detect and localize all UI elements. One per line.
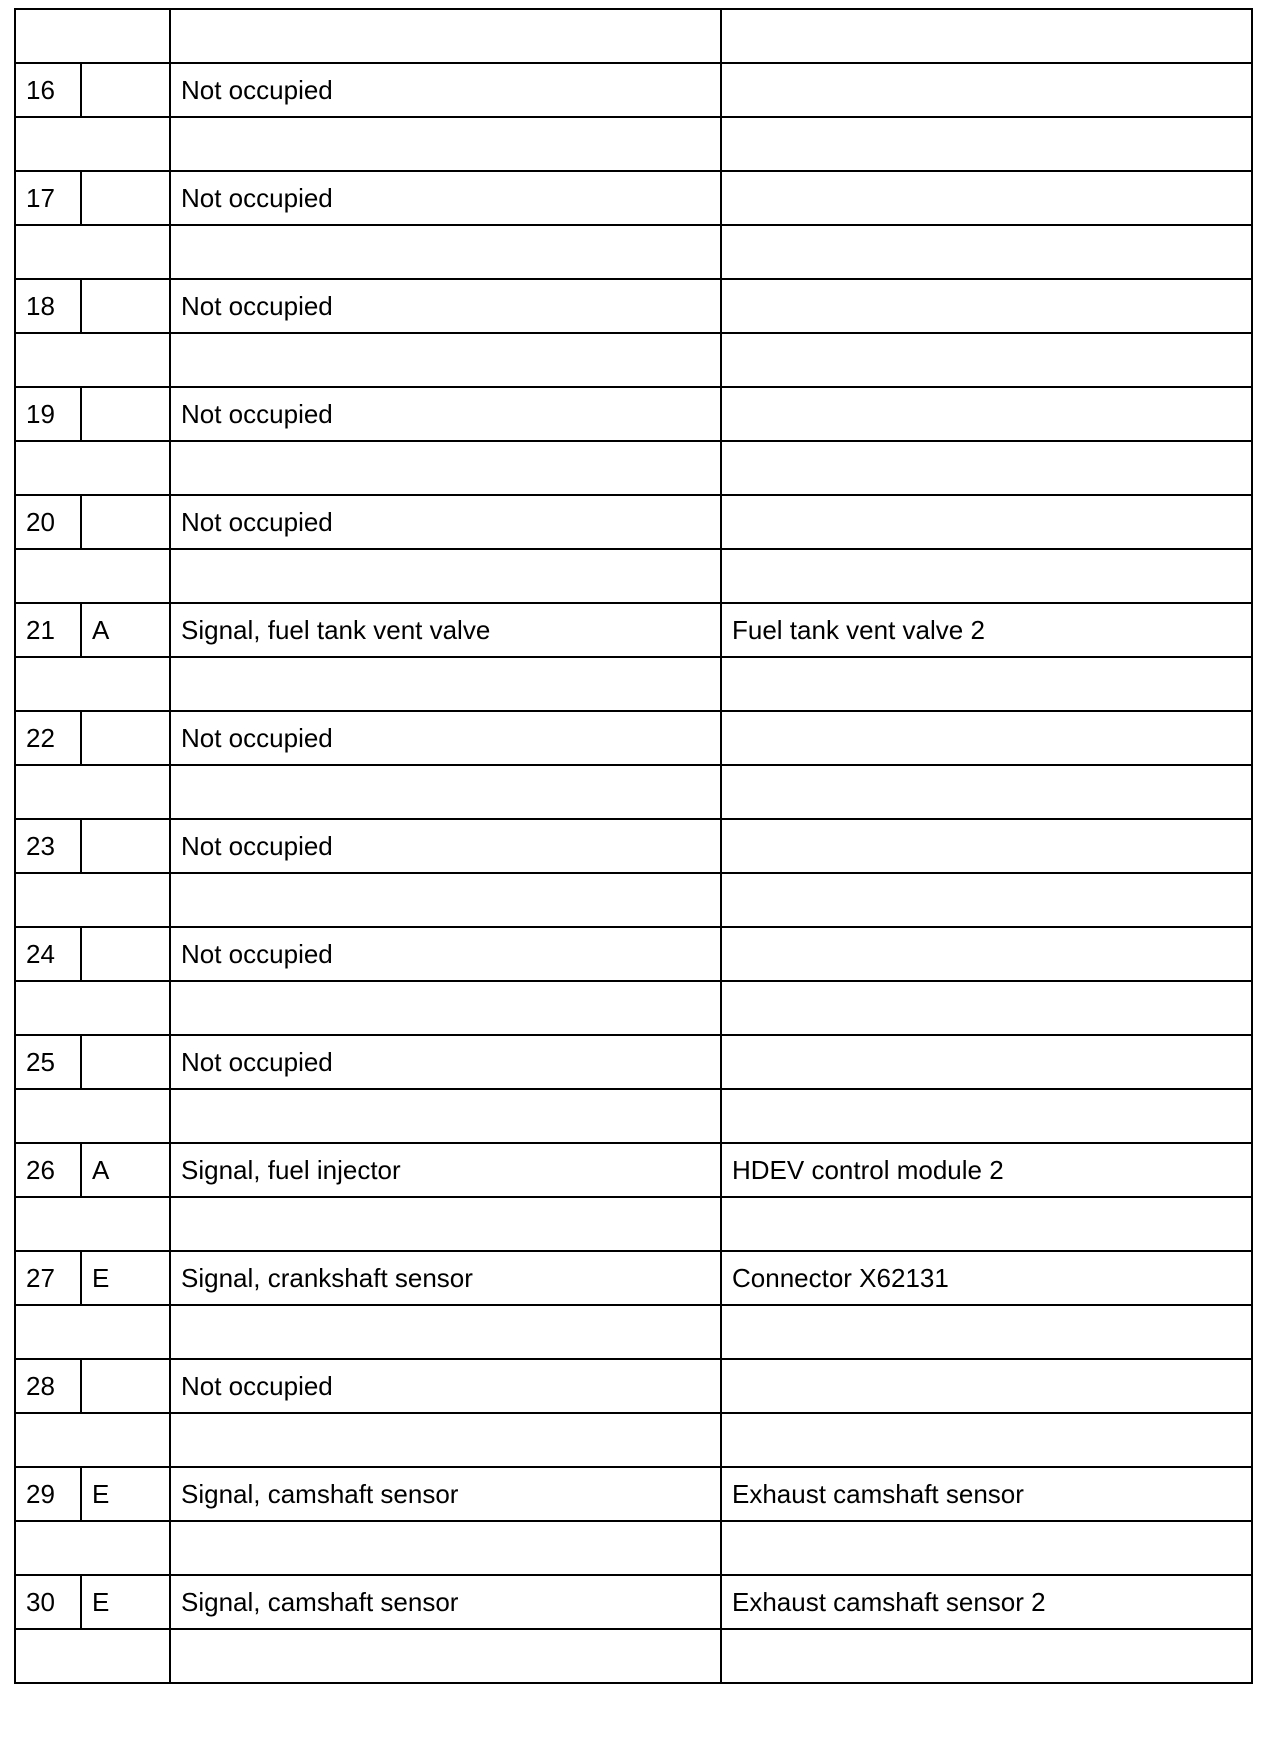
connection-cell	[721, 279, 1252, 333]
description-cell: Not occupied	[170, 171, 721, 225]
table-separator-row	[15, 117, 1252, 171]
pin-cell: 18	[15, 279, 81, 333]
connection-cell	[721, 1359, 1252, 1413]
description-cell: Not occupied	[170, 279, 721, 333]
empty-cell	[170, 1521, 721, 1575]
type-cell	[81, 63, 170, 117]
empty-cell	[721, 1305, 1252, 1359]
connection-cell: Exhaust camshaft sensor	[721, 1467, 1252, 1521]
type-cell	[81, 711, 170, 765]
empty-cell	[170, 873, 721, 927]
pin-cell: 28	[15, 1359, 81, 1413]
table-body	[15, 9, 1252, 1683]
description-cell: Signal, fuel tank vent valve	[170, 603, 721, 657]
description-cell: Not occupied	[170, 387, 721, 441]
table-separator-row	[15, 333, 1252, 387]
empty-cell	[721, 117, 1252, 171]
table-row	[15, 387, 1252, 441]
empty-cell	[15, 1305, 170, 1359]
table-row	[15, 1143, 1252, 1197]
empty-cell	[15, 549, 170, 603]
empty-cell	[15, 1413, 170, 1467]
empty-cell	[721, 873, 1252, 927]
empty-cell	[15, 657, 170, 711]
connection-cell	[721, 63, 1252, 117]
empty-cell	[170, 117, 721, 171]
empty-cell	[721, 657, 1252, 711]
type-cell: E	[81, 1575, 170, 1629]
connection-cell	[721, 927, 1252, 981]
connection-cell	[721, 711, 1252, 765]
pin-cell: 24	[15, 927, 81, 981]
description-cell: Not occupied	[170, 495, 721, 549]
empty-cell	[15, 225, 170, 279]
empty-cell	[170, 1305, 721, 1359]
table-separator-row	[15, 1521, 1252, 1575]
description-cell: Signal, camshaft sensor	[170, 1575, 721, 1629]
description-cell: Not occupied	[170, 63, 721, 117]
description-cell: Not occupied	[170, 927, 721, 981]
connection-cell: Fuel tank vent valve 2	[721, 603, 1252, 657]
pin-cell: 25	[15, 1035, 81, 1089]
connection-cell	[721, 495, 1252, 549]
empty-cell	[170, 1089, 721, 1143]
empty-cell	[721, 1521, 1252, 1575]
empty-cell	[15, 1089, 170, 1143]
empty-cell	[15, 873, 170, 927]
table-row	[15, 63, 1252, 117]
type-cell	[81, 279, 170, 333]
empty-cell	[170, 1197, 721, 1251]
empty-cell	[170, 657, 721, 711]
table-row	[15, 1575, 1252, 1629]
connection-cell	[721, 9, 1252, 63]
empty-cell	[15, 441, 170, 495]
pin-cell: 17	[15, 171, 81, 225]
connection-cell	[721, 819, 1252, 873]
empty-cell	[170, 1413, 721, 1467]
pin-cell	[15, 9, 170, 63]
type-cell	[81, 1359, 170, 1413]
table-row	[15, 1359, 1252, 1413]
description-cell: Not occupied	[170, 1035, 721, 1089]
table-row	[15, 1251, 1252, 1305]
pin-cell: 29	[15, 1467, 81, 1521]
table-row	[15, 495, 1252, 549]
empty-cell	[170, 765, 721, 819]
empty-cell	[15, 765, 170, 819]
type-cell: E	[81, 1251, 170, 1305]
pin-cell: 20	[15, 495, 81, 549]
empty-cell	[721, 549, 1252, 603]
table-separator-row	[15, 1629, 1252, 1683]
pin-cell: 19	[15, 387, 81, 441]
table-separator-row	[15, 441, 1252, 495]
type-cell: E	[81, 1467, 170, 1521]
description-cell: Not occupied	[170, 819, 721, 873]
empty-cell	[170, 981, 721, 1035]
empty-cell	[15, 1521, 170, 1575]
table-row	[15, 171, 1252, 225]
empty-cell	[721, 333, 1252, 387]
pin-assignment-table	[14, 8, 1253, 1684]
empty-cell	[721, 225, 1252, 279]
pin-assignment-document	[14, 8, 1253, 1684]
table-row	[15, 9, 1252, 63]
type-cell: A	[81, 1143, 170, 1197]
table-separator-row	[15, 1413, 1252, 1467]
empty-cell	[721, 1089, 1252, 1143]
type-cell: A	[81, 603, 170, 657]
table-row	[15, 927, 1252, 981]
empty-cell	[721, 1629, 1252, 1683]
empty-cell	[170, 549, 721, 603]
table-row	[15, 1035, 1252, 1089]
table-row	[15, 603, 1252, 657]
table-separator-row	[15, 549, 1252, 603]
empty-cell	[170, 1629, 721, 1683]
connection-cell	[721, 171, 1252, 225]
table-separator-row	[15, 225, 1252, 279]
pin-cell: 26	[15, 1143, 81, 1197]
empty-cell	[15, 333, 170, 387]
empty-cell	[721, 1197, 1252, 1251]
type-cell	[81, 387, 170, 441]
empty-cell	[721, 765, 1252, 819]
connection-cell: HDEV control module 2	[721, 1143, 1252, 1197]
pin-cell: 16	[15, 63, 81, 117]
table-row	[15, 711, 1252, 765]
type-cell	[81, 1035, 170, 1089]
table-row	[15, 1467, 1252, 1521]
connection-cell	[721, 1035, 1252, 1089]
connection-cell: Connector X62131	[721, 1251, 1252, 1305]
pin-cell: 27	[15, 1251, 81, 1305]
table-separator-row	[15, 765, 1252, 819]
description-cell: Not occupied	[170, 1359, 721, 1413]
table-separator-row	[15, 873, 1252, 927]
table-separator-row	[15, 981, 1252, 1035]
type-cell	[81, 927, 170, 981]
table-separator-row	[15, 1305, 1252, 1359]
description-cell: Signal, camshaft sensor	[170, 1467, 721, 1521]
pin-cell: 21	[15, 603, 81, 657]
description-cell: Signal, crankshaft sensor	[170, 1251, 721, 1305]
description-cell	[170, 9, 721, 63]
type-cell	[81, 171, 170, 225]
table-separator-row	[15, 1197, 1252, 1251]
empty-cell	[15, 1197, 170, 1251]
empty-cell	[170, 225, 721, 279]
type-cell	[81, 819, 170, 873]
description-cell: Not occupied	[170, 711, 721, 765]
pin-cell: 23	[15, 819, 81, 873]
table-row	[15, 819, 1252, 873]
connection-cell: Exhaust camshaft sensor 2	[721, 1575, 1252, 1629]
empty-cell	[15, 117, 170, 171]
table-row	[15, 279, 1252, 333]
empty-cell	[170, 333, 721, 387]
pin-cell: 30	[15, 1575, 81, 1629]
empty-cell	[721, 1413, 1252, 1467]
connection-cell	[721, 387, 1252, 441]
empty-cell	[15, 1629, 170, 1683]
empty-cell	[170, 441, 721, 495]
empty-cell	[15, 981, 170, 1035]
table-separator-row	[15, 1089, 1252, 1143]
pin-cell: 22	[15, 711, 81, 765]
description-cell: Signal, fuel injector	[170, 1143, 721, 1197]
table-separator-row	[15, 657, 1252, 711]
empty-cell	[721, 981, 1252, 1035]
empty-cell	[721, 441, 1252, 495]
type-cell	[81, 495, 170, 549]
